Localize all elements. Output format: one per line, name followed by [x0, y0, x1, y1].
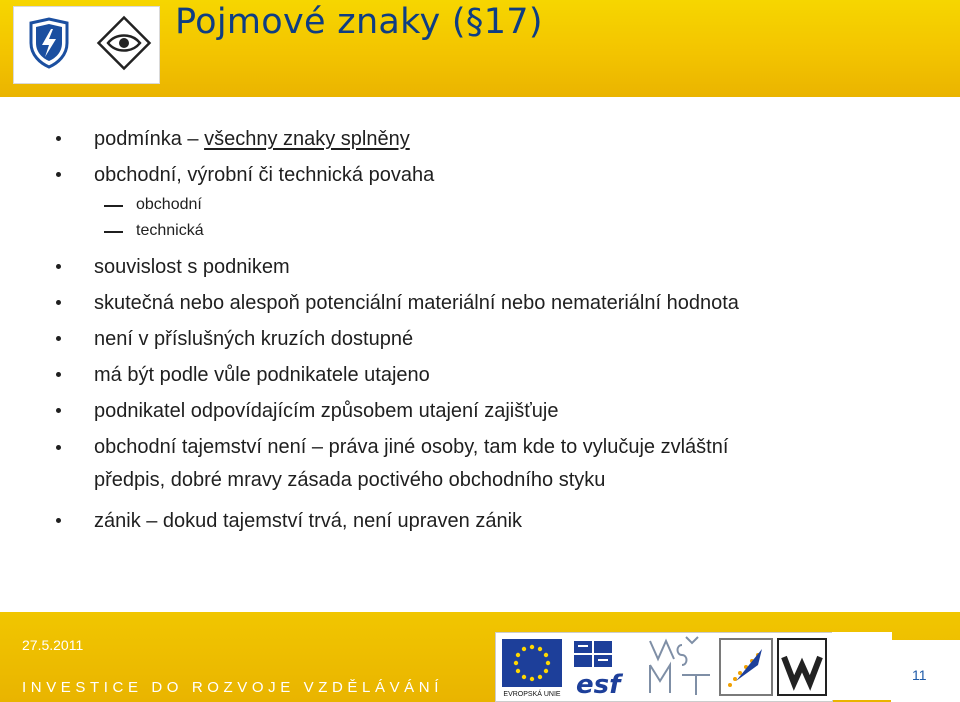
funding-logos	[495, 632, 833, 702]
sub-list-item-text: obchodní	[136, 196, 202, 213]
shield-lightning-icon	[27, 17, 71, 69]
bullet-icon	[56, 172, 61, 177]
list-item-text: podnikatel odpovídajícím způsobem utajení zajišťuje	[94, 400, 559, 422]
bullet-icon	[56, 336, 61, 341]
list-item-text: souvislost s podnikem	[94, 256, 290, 278]
sub-list-item	[56, 195, 936, 215]
list-item	[56, 291, 936, 315]
dash-bullet-icon	[104, 205, 123, 207]
bullet-icon	[56, 264, 61, 269]
page-number: 11	[912, 667, 927, 683]
footer-slogan: INVESTICE DO ROZVOJE VZDĚLÁVÁNÍ	[22, 679, 443, 696]
list-item	[56, 163, 936, 187]
list-item	[56, 509, 936, 533]
eu-label: EVROPSKÁ UNIE	[503, 691, 561, 698]
sub-list-item-text: technická	[136, 222, 204, 239]
footer-date: 27.5.2011	[22, 637, 84, 653]
sub-list-item	[56, 221, 936, 241]
list-item-text: skutečná nebo alespoň potenciální materiální nebo nemateriální hodnota	[94, 292, 739, 314]
bullet-icon	[56, 518, 61, 523]
list-item	[56, 399, 936, 423]
header-bar	[0, 0, 960, 97]
bullet-icon	[56, 408, 61, 413]
bullet-list	[56, 127, 936, 545]
eu-flag-icon	[502, 639, 562, 687]
bullet-icon	[56, 136, 61, 141]
footer-bar	[0, 612, 960, 702]
eye-icon	[96, 15, 152, 71]
list-item	[56, 127, 936, 151]
svg-text:esf: esf	[576, 670, 621, 697]
list-item	[56, 431, 936, 497]
esf-logo-icon	[572, 637, 638, 697]
list-item-underlined-text: všechny znaky splněny	[204, 128, 410, 150]
msmt-logo-icon	[646, 635, 714, 697]
list-item-text: má být podle vůle podnikatele utajeno	[94, 364, 430, 386]
footer-corner-panel	[832, 632, 892, 700]
dash-bullet-icon	[104, 231, 123, 233]
list-item	[56, 327, 936, 351]
list-item-text: podmínka –	[94, 128, 205, 150]
list-item-text-line-1: obchodní tajemství není – práva jiné osoby, tam kde to vylučuje zvláštní	[94, 436, 729, 458]
bullet-icon	[56, 372, 61, 377]
list-item-text-line-2: předpis, dobré mravy zásada poctivého obchodního styku	[94, 469, 606, 491]
list-item	[56, 363, 936, 387]
list-item-text: obchodní, výrobní či technická povaha	[94, 164, 435, 186]
list-item	[56, 255, 936, 279]
page-title: Pojmové znaky (§17)	[175, 2, 543, 42]
opvk-logo-icon	[718, 637, 828, 697]
list-item-text: není v příslušných kruzích dostupné	[94, 328, 414, 350]
bullet-icon	[56, 445, 61, 450]
faculty-logo	[13, 6, 160, 84]
bullet-icon	[56, 300, 61, 305]
list-item-text: zánik – dokud tajemství trvá, není upraven zánik	[94, 510, 523, 532]
